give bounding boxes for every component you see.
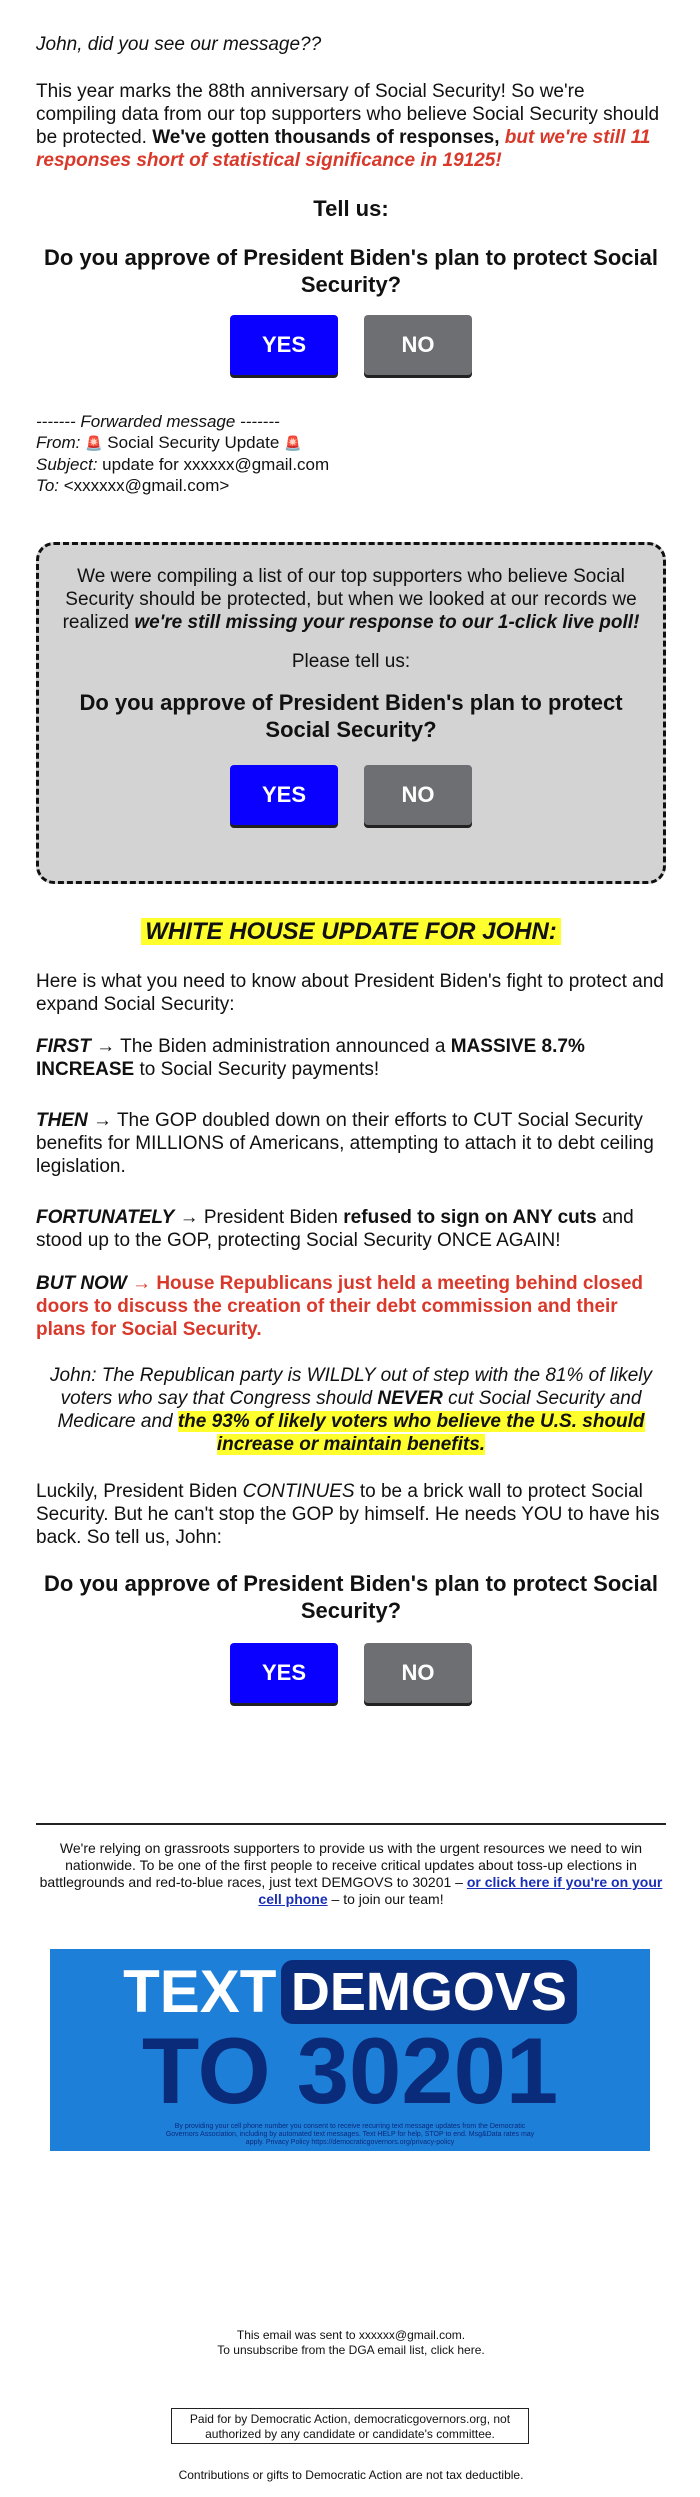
intro-bold: We've gotten thousands of responses, xyxy=(152,127,500,148)
poll-callout-box xyxy=(36,542,666,884)
arrow-icon: → xyxy=(93,1110,113,1131)
question-1: Do you approve of President Biden's plan to protect Social Security? xyxy=(44,245,658,297)
contributions-text: Contributions or gifts to Democratic Action are not tax deductible. xyxy=(178,2468,524,2482)
email-sent-text: This email was sent to xxxxxx@gmail.com. xyxy=(236,2328,466,2342)
fortunately-paragraph xyxy=(36,1206,666,1252)
but-now-paragraph xyxy=(36,1272,666,1341)
poll-buttons-3 xyxy=(36,1643,666,1703)
please-tell-us: Please tell us: xyxy=(291,651,411,672)
luckily-paragraph xyxy=(36,1480,666,1549)
paid-for-box xyxy=(171,2408,529,2444)
banner-fine-print: By providing your cell phone number you consent to receive recurring text message updates from the Democratic Governors Association, including by automated text messages. Text HELP for help, STOP to end. Msg&Data rates may apply. Privacy Policy https://democraticgovernors.org/privacy-policy xyxy=(165,2123,535,2146)
no-button[interactable]: NO xyxy=(364,765,472,825)
quote-never: NEVER xyxy=(377,1388,443,1409)
banner-code-word: DEMGOVS xyxy=(281,1960,577,2024)
poll-buttons-2 xyxy=(39,765,663,825)
fortunately-text: President Biden xyxy=(203,1207,338,1228)
box-bold: we're still missing your response to our 1-click live poll! xyxy=(134,612,640,633)
fortunately-label: FORTUNATELY xyxy=(36,1207,175,1228)
unsubscribe-link[interactable]: To unsubscribe from the DGA email list, click here. xyxy=(217,2343,485,2357)
banner-to-number: TO 30201 xyxy=(141,2018,559,2123)
first-bold: MASSIVE 8.7% INCREASE xyxy=(36,1036,585,1080)
no-button[interactable]: NO xyxy=(364,1643,472,1703)
quote-highlight: the 93% of likely voters who believe the U.S. should increase or maintain benefits. xyxy=(177,1411,645,1455)
first-paragraph xyxy=(36,1035,666,1081)
question-2: Do you approve of President Biden's plan to protect Social Security? xyxy=(79,690,623,742)
luckily-text: Luckily, President Biden xyxy=(36,1481,238,1502)
banner-top-line xyxy=(50,1957,650,2026)
arrow-icon: → xyxy=(179,1207,199,1228)
intro-text: This year marks the 88th anniversary of Social Security! So we're compiling data from our top supporters who believe Social Security should be protected. xyxy=(36,81,660,148)
greeting: John, did you see our message?? xyxy=(36,34,322,55)
footer-paragraph xyxy=(36,1840,666,1908)
banner-text-word: TEXT xyxy=(123,1958,277,2025)
but-now-label: BUT NOW xyxy=(36,1273,127,1294)
then-label: THEN xyxy=(36,1110,88,1131)
first-text-end: to Social Security payments! xyxy=(139,1059,380,1080)
footer-cell-phone-link[interactable]: or click here if you're on your cell phone xyxy=(258,1874,663,1907)
tell-us-heading: Tell us: xyxy=(313,196,389,221)
yes-button[interactable]: YES xyxy=(230,315,338,375)
box-text: We were compiling a list of our top supporters who believe Social Security should be protected, but when we looked at our records we realized xyxy=(62,566,637,633)
quote-text-mid: cut Social Security and Medicare and xyxy=(57,1388,642,1432)
quote-paragraph xyxy=(36,1364,666,1456)
poll-buttons-1 xyxy=(36,315,666,375)
forwarded-divider: ------- Forwarded message ------- xyxy=(36,412,280,431)
text-demgovs-banner[interactable] xyxy=(50,1949,650,2151)
intro-red: but we're still 11 responses short of statistical significance in 19125! xyxy=(36,127,651,171)
yes-button[interactable]: YES xyxy=(230,1643,338,1703)
siren-icon: 🚨 xyxy=(85,435,103,451)
footer-text: We're relying on grassroots supporters to provide us with the urgent resources we need to win nationwide. To be one of the first people to receive critical updates about toss-up elections in battlegrounds and red-to-blue races, just text DEMGOVS to 30201 – xyxy=(39,1840,643,1890)
first-text: The Biden administration announced a xyxy=(120,1036,446,1057)
forwarded-message-header xyxy=(36,411,329,496)
white-house-update-wrap xyxy=(36,918,666,946)
subject-value: update for xxxxxx@gmail.com xyxy=(102,455,330,474)
luckily-continues: CONTINUES xyxy=(242,1481,355,1502)
then-text: The GOP doubled down on their efforts to CUT Social Security benefits for MILLIONS of Americans, attempting to attach it to debt ceiling legislation. xyxy=(36,1110,654,1177)
from-value: Social Security Update xyxy=(107,433,280,452)
arrow-icon: → xyxy=(96,1036,116,1057)
from-label: From: xyxy=(36,433,81,452)
footer-text-end: – to join our team! xyxy=(331,1891,444,1907)
know-paragraph: Here is what you need to know about President Biden's fight to protect and expand Social Security: xyxy=(36,971,664,1015)
but-now-text: House Republicans just held a meeting behind closed doors to discuss the creation of their debt commission and their plans for Social Security. xyxy=(36,1273,644,1340)
first-label: FIRST xyxy=(36,1036,91,1057)
subject-label: Subject: xyxy=(36,455,98,474)
fortunately-text-end: and stood up to the GOP, protecting Social Security ONCE AGAIN! xyxy=(36,1207,634,1251)
fortunately-bold: refused to sign on ANY cuts xyxy=(343,1207,597,1228)
paid-for-text: Paid for by Democratic Action, democraticgovernors.org, not authorized by any candidate or candidate's committee. xyxy=(189,2412,511,2441)
luckily-text-end: to be a brick wall to protect Social Security. But he can't stop the GOP by himself. He needs YOU to have his back. So tell us, John: xyxy=(36,1481,660,1548)
yes-button[interactable]: YES xyxy=(230,765,338,825)
question-3: Do you approve of President Biden's plan to protect Social Security? xyxy=(44,1571,658,1623)
box-paragraph xyxy=(57,565,645,634)
arrow-icon: → xyxy=(132,1273,152,1294)
to-value: <xxxxxx@gmail.com> xyxy=(63,476,230,495)
then-paragraph xyxy=(36,1109,666,1178)
siren-icon: 🚨 xyxy=(284,435,302,451)
quote-text: John: The Republican party is WILDLY out of step with the 81% of likely voters who say that Congress should xyxy=(50,1365,652,1409)
white-house-update-heading: WHITE HOUSE UPDATE FOR JOHN: xyxy=(141,918,561,945)
to-label: To: xyxy=(36,476,60,495)
footer-divider xyxy=(36,1823,666,1825)
intro-paragraph xyxy=(36,80,666,172)
no-button[interactable]: NO xyxy=(364,315,472,375)
